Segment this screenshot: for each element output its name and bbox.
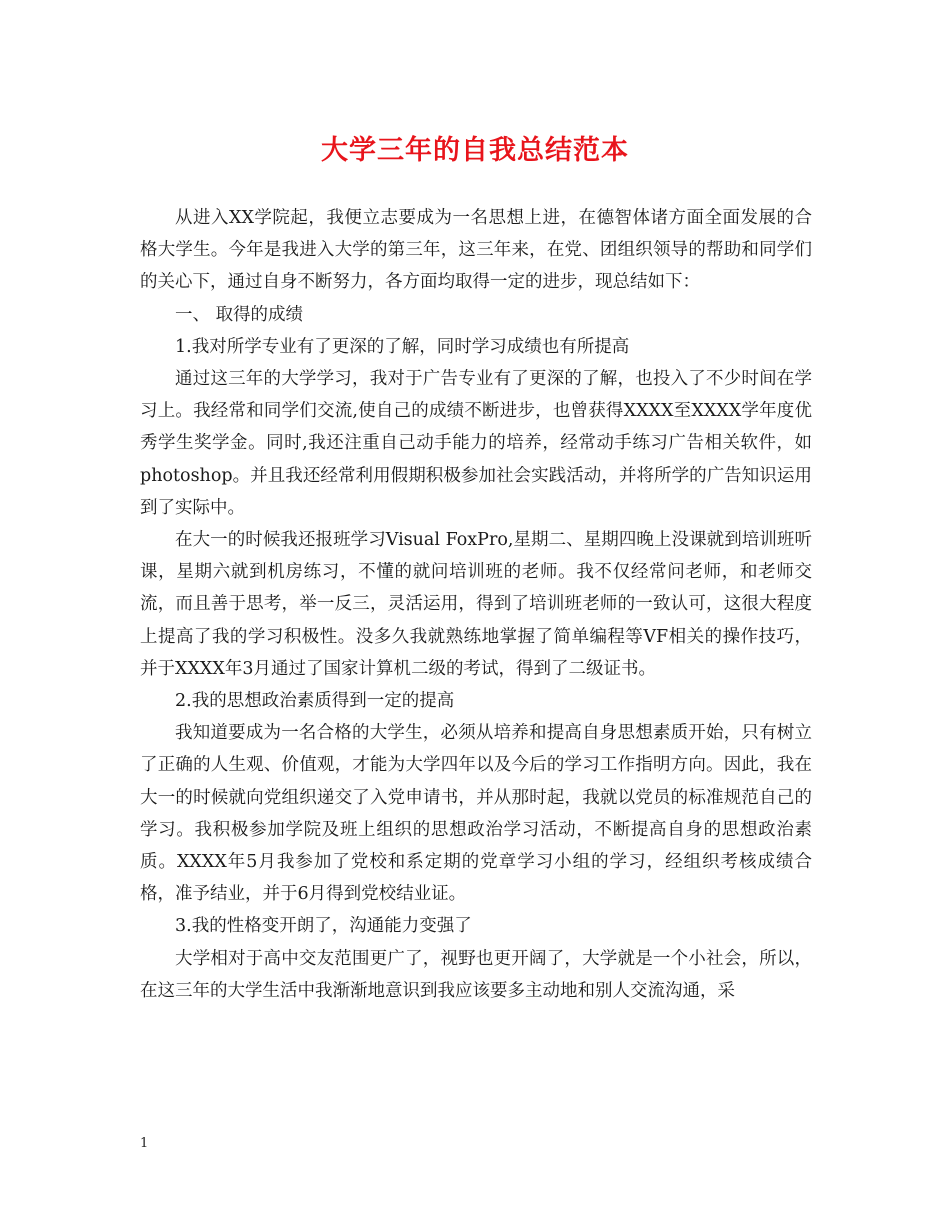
section-heading-achievements: 一、 取得的成绩 [175,304,304,325]
paragraph-social: 大学相对于高中交友范围更广了，视野也更开阔了，大学就是一个小社会，所以，在这三年的大学生活中我渐渐地意识到我应该要多主动地和别人交流沟通，采 [140,948,812,1001]
paragraph-study: 通过这三年的大学学习，我对于广告专业有了更深的了解，也投入了不少时间在学习上。我经常和同学们交流,使自己的成绩不断进步，也曾获得XXXX至XXXX学年度优秀学生奖学金。同时,我还注重自己动手能力的培养，经常动手练习广告相关软件，如photoshop。并且我还经常利用假期积极参加社会实践活动，并将所学的广告知识运用到了实际中。 [140,369,812,518]
subheading-2: 2.我的思想政治素质得到一定的提高 [175,691,455,712]
paragraph-politics: 我知道要成为一名合格的大学生，必须从培养和提高自身思想素质开始，只有树立了正确的人生观、价值观，才能为大学四年以及今后的学习工作指明方向。因此，我在大一的时候就向党组织递交了入党申请书，并从那时起，我就以党员的标准规范自己的学习。我积极参加学院及班上组织的思想政治学习活动，不断提高自身的思想政治素质。XXXX年5月我参加了党校和系定期的党章学习小组的学习，经组织考核成绩合格，准予结业，并于6月得到党校结业证。 [140,723,812,905]
subheading-3: 3.我的性格变开朗了，沟通能力变强了 [175,916,472,937]
subheading-1: 1.我对所学专业有了更深的了解，同时学习成绩也有所提高 [175,336,630,357]
page-number: 1 [140,1136,149,1151]
intro-paragraph: 从进入XX学院起，我便立志要成为一名思想上进，在德智体诸方面全面发展的合格大学生。今年是我进入大学的第三年，这三年来，在党、团组织领导的帮助和同学们的关心下，通过自身不断努力，各方面均取得一定的进步，现总结如下： [140,208,812,293]
paragraph-vfp: 在大一的时候我还报班学习Visual FoxPro,星期二、星期四晚上没课就到培训班听课，星期六就到机房练习，不懂的就问培训班的老师。我不仅经常问老师，和老师交流，而且善于思考，举一反三，灵活运用，得到了培训班老师的一致认可，这很大程度上提高了我的学习积极性。没多久我就熟练地掌握了简单编程等VF相关的操作技巧，并于XXXX年3月通过了国家计算机二级的考试，得到了二级证书。 [140,530,812,679]
document-body [140,202,812,1007]
page-title: 大学三年的自我总结范本 [321,135,629,166]
